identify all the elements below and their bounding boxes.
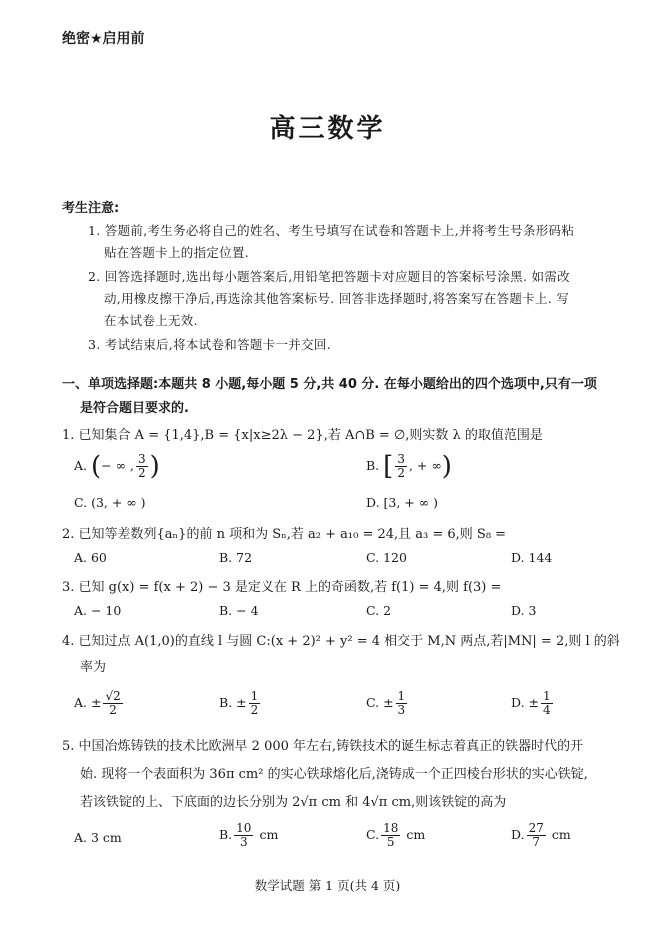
question-5-stem-cont: 若该铁锭的上、下底面的边长分别为 2√π cm 和 4√π cm,则该铁锭的高为: [80, 795, 507, 810]
page-title: 高三数学: [269, 114, 386, 144]
question-4-stem: 4. 已知过点 A(1,0)的直线 l 与圆 C:(x + 2)² + y² = 4 相交于 M,N 两点,若|MN| = 2,则 l 的斜: [62, 634, 620, 649]
confidential-mark: 绝密★启用前: [62, 31, 145, 47]
question-4-option-a: A. ± $\frac{√2}{2}$: [74, 689, 121, 717]
question-4-option-c: C. ± $\frac{1}{3}$: [366, 689, 406, 717]
notice-item: 1. 答题前,考生务必将自己的姓名、考生号填写在试卷和答题卡上,并将考生号条形码粘: [88, 223, 575, 238]
section-heading-cont: 是符合题目要求的.: [80, 401, 189, 416]
question-5-option-b: B. $\frac{10}{3}$ cm: [219, 821, 279, 849]
question-2-option-a: A. 60: [74, 550, 107, 565]
question-1-option-b: B. [ $\frac{3}{2}$ , + ∞): [366, 451, 452, 482]
question-3-option-d: D. 3: [511, 603, 537, 618]
notice-item: 贴在答题卡上的指定位置.: [104, 245, 250, 260]
page-footer: 数学试题 第 1 页(共 4 页): [254, 878, 401, 893]
question-2-option-b: B. 72: [219, 550, 253, 565]
question-1-option-d: D. [3, + ∞ ): [366, 495, 439, 510]
question-2-option-d: D. 144: [511, 550, 553, 565]
question-2-option-c: C. 120: [366, 550, 407, 565]
question-2-stem: 2. 已知等差数列{aₙ}的前 n 项和为 Sₙ,若 a₂ + a₁₀ = 24,且 a₃ = 6,则 S₈ =: [62, 527, 507, 542]
question-5-stem: 5. 中国冶炼铸铁的技术比欧洲早 2 000 年左右,铸铁技术的诞生标志着真正的铁器时代的开: [62, 739, 584, 754]
question-5-option-c: C. $\frac{18}{5}$ cm: [366, 821, 426, 849]
notice-item: 3. 考试结束后,将本试卷和答题卡一并交回.: [88, 337, 331, 352]
section-heading: 一、单项选择题:本题共 8 小题,每小题 5 分,共 40 分. 在每小题给出的四个选项中,只有一项: [62, 377, 597, 392]
question-1-option-c: C. (3, + ∞ ): [74, 495, 146, 510]
question-4-option-d: D. ± $\frac{1}{4}$: [511, 689, 551, 717]
question-1-option-a: A. (− ∞ , $\frac{3}{2}$ ): [74, 451, 160, 482]
question-5-option-d: D. $\frac{27}{7}$ cm: [511, 821, 571, 849]
notice-item: 2. 回答选择题时,选出每小题答案后,用铅笔把答题卡对应题目的答案标号涂黑. 如需改: [88, 269, 570, 284]
question-4-stem-cont: 率为: [80, 660, 107, 675]
notice-item: 在本试卷上无效.: [104, 313, 198, 328]
question-3-option-b: B. − 4: [219, 603, 259, 618]
question-3-option-a: A. − 10: [74, 603, 122, 618]
question-5-stem-cont: 始. 现将一个表面积为 36π cm² 的实心铁球熔化后,浇铸成一个正四棱台形状的实心铁锭,: [80, 767, 588, 782]
notice-heading: 考生注意:: [62, 201, 120, 216]
question-4-option-b: B. ± $\frac{1}{2}$: [219, 689, 259, 717]
question-3-option-c: C. 2: [366, 603, 392, 618]
question-5-option-a: A. 3 cm: [74, 830, 122, 845]
question-1-stem: 1. 已知集合 A = {1,4},B = {x|x≥2λ − 2},若 A∩B = ∅,则实数 λ 的取值范围是: [62, 428, 543, 443]
notice-item: 动,用橡皮擦干净后,再选涂其他答案标号. 回答非选择题时,将答案写在答题卡上. 写: [104, 291, 570, 306]
question-3-stem: 3. 已知 g(x) = f(x + 2) − 3 是定义在 R 上的奇函数,若 f(1) = 4,则 f(3) =: [62, 580, 502, 595]
